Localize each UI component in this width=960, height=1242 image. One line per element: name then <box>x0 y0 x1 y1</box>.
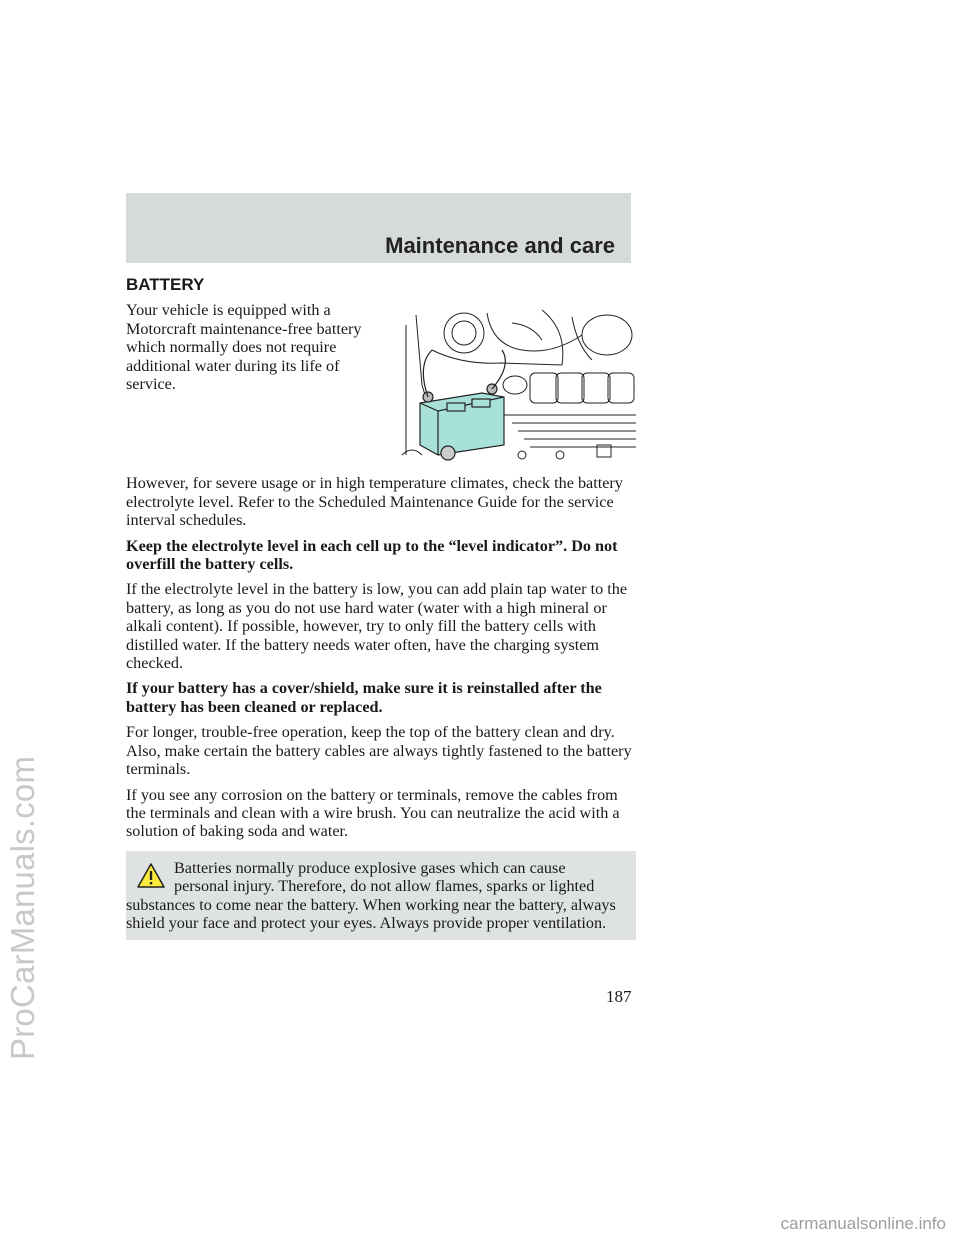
warning-rest <box>126 896 626 933</box>
side-watermark: ProCarManuals.com <box>4 755 41 1060</box>
page-number: 187 <box>606 987 632 1006</box>
warning-line-1: Batteries normally produce explosive gases which can cause <box>174 858 566 877</box>
level-indicator-note: Keep the electrolyte level in each cell up to the “level indicator”. Do not overfill the battery cells. <box>126 536 618 574</box>
battery-section <box>126 276 636 940</box>
warning-triangle-icon <box>136 862 166 889</box>
header-band <box>126 193 631 263</box>
warning-box <box>126 851 636 941</box>
engine-battery-illustration <box>392 305 636 467</box>
intro-row <box>126 301 636 467</box>
low-electrolyte-paragraph: If the electrolyte level in the battery is low, you can add plain tap water to the battery, as long as you do not use hard water (water with a high mineral or alkali content). If possible, however, try to only fill the battery cells with distilled water. If the battery needs water often, have the charging system checked. <box>126 580 628 673</box>
severe-usage-paragraph: However, for severe usage or in high temperature climates, check the battery electrolyte level. Refer to the Scheduled Maintenance Guide for the service interval schedules. <box>126 474 623 530</box>
intro-paragraph: Your vehicle is equipped with a Motorcraft maintenance-free battery which normally does not require additional water during its life of service. <box>126 301 362 394</box>
footer-brand: carmanualsonline.info <box>780 1214 946 1233</box>
warning-line-2: personal injury. Therefore, do not allow flames, sparks or lighted <box>174 877 595 896</box>
warning-rest-text: substances to come near the battery. When working near the battery, always shield your face and protect your eyes. Always provide proper ventilation. <box>126 895 616 932</box>
battery-heading: BATTERY <box>126 275 205 294</box>
section-title: Maintenance and care <box>385 233 615 258</box>
corrosion-paragraph: If you see any corrosion on the battery or terminals, remove the cables from the terminals and clean with a wire brush. You can neutralize the acid with a solution of baking soda and water. <box>126 785 620 841</box>
clean-dry-paragraph: For longer, trouble-free operation, keep the top of the battery clean and dry. Also, make certain the battery cables are always tightly fastened to the battery terminals. <box>126 723 632 779</box>
cover-shield-note: If your battery has a cover/shield, make sure it is reinstalled after the battery has been cleaned or replaced. <box>126 679 602 716</box>
